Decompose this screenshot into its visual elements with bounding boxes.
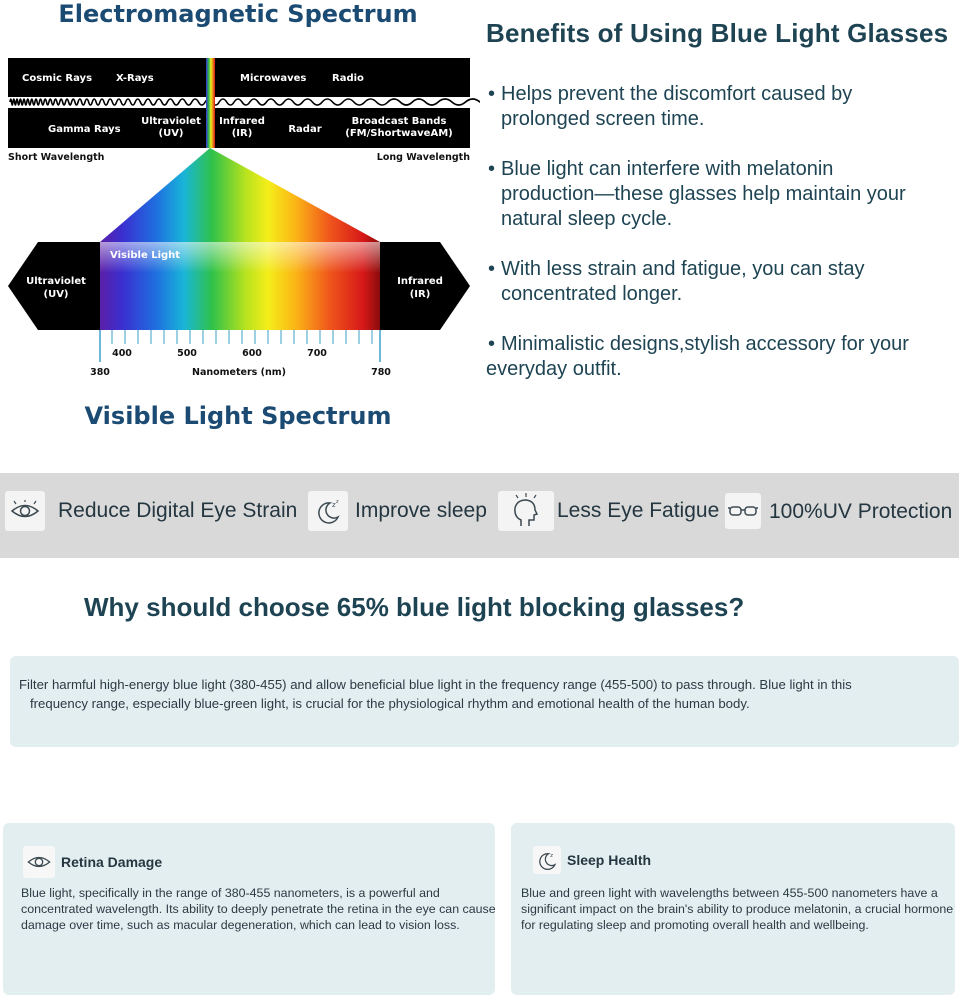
label-uv-arrow: Ultraviolet <box>26 276 86 287</box>
feature-label: Less Eye Fatigue <box>557 499 720 522</box>
wave-line <box>10 99 480 105</box>
minor-ticks <box>112 330 372 344</box>
svg-text:z: z <box>332 501 336 509</box>
feature-reduce-eye-strain <box>5 491 297 531</box>
tick-label-380: 380 <box>90 367 110 378</box>
filter-text-line1: Filter harmful high-energy blue light (380-455) and allow beneficial blue light in the frequency range (455-500) to pass through. Blue light in this <box>19 677 852 692</box>
svg-text:z: z <box>336 499 339 505</box>
tick-label-500: 500 <box>177 348 197 359</box>
benefit-text: everyday outfit. <box>486 358 622 380</box>
spectrum-title: Electromagnetic Spectrum <box>58 0 418 28</box>
card-body: Blue light, specifically in the range of 380-455 nanometers, is a powerful and concentrated wavelength. Its ability to deeply penetrate the retina in the eye can cause damage over time, such as macular degeneration, which can lead to vision loss. <box>21 886 496 932</box>
label-microwaves: Microwaves <box>240 73 307 84</box>
feature-improve-sleep <box>308 491 487 531</box>
why-title: Why should choose 65% blue light blocking glasses? <box>84 592 745 622</box>
tick-label-400: 400 <box>112 348 132 359</box>
benefit-text: Helps prevent the discomfort caused by <box>501 83 853 105</box>
feature-label: 100%UV Protection <box>769 500 953 523</box>
filter-text-line2: frequency range, especially blue-green light, is crucial for the physiological rhythm and emotional health of the human body. <box>30 696 750 711</box>
sleep-health-card <box>511 823 955 995</box>
feature-label: Improve sleep <box>355 499 487 522</box>
card-title: Sleep Health <box>567 852 652 868</box>
label-ir-arrow: Infrared <box>397 276 443 287</box>
label-radio: Radio <box>332 73 364 84</box>
label-uv-top: Ultraviolet <box>141 116 201 127</box>
benefits-title: Benefits of Using Blue Light Glasses <box>486 18 949 48</box>
benefit-text: production—these glasses help maintain your <box>501 183 906 205</box>
label-x-rays: X-Rays <box>116 73 154 84</box>
card-body: Blue and green light with wavelengths between 455-500 nanometers have a significant impact on the brain's ability to produce melatonin, a crucial hormone for regulating sleep and promoting overall health and wellbeing. <box>521 886 954 932</box>
features-band <box>0 473 959 558</box>
label-cosmic-rays: Cosmic Rays <box>22 73 93 84</box>
label-radar: Radar <box>288 124 322 135</box>
benefit-text: Blue light can interfere with melatonin <box>501 158 834 180</box>
tick-label-700: 700 <box>307 348 327 359</box>
benefit-text: With less strain and fatigue, you can stay <box>501 258 865 280</box>
tick-label-780: 780 <box>371 367 391 378</box>
card-header <box>23 846 162 878</box>
feature-less-eye-fatigue <box>498 491 719 531</box>
label-visible-light: Visible Light <box>110 250 181 261</box>
visible-spectrum-subtitle: Visible Light Spectrum <box>84 402 392 430</box>
label-gamma-rays: Gamma Rays <box>48 124 121 135</box>
bullet-icon: • <box>488 83 496 105</box>
feature-uv-protection <box>725 491 952 529</box>
benefit-text: natural sleep cycle. <box>501 208 673 230</box>
label-ir-arrow-abbr: (IR) <box>409 289 431 300</box>
label-uv-top-abbr: (UV) <box>158 128 184 139</box>
axis-label-nanometers: Nanometers (nm) <box>192 367 286 378</box>
visible-beam <box>206 58 215 148</box>
benefit-text: prolonged screen time. <box>501 108 705 130</box>
eye-icon <box>5 491 45 531</box>
head-icon <box>498 491 554 531</box>
card-title: Retina Damage <box>61 854 163 870</box>
label-ir-top: Infrared <box>219 116 265 127</box>
benefit-item <box>486 157 956 232</box>
benefit-text: concentrated longer. <box>501 283 683 305</box>
benefit-item <box>486 332 956 382</box>
label-short-wavelength: Short Wavelength <box>8 152 105 163</box>
tick-label-600: 600 <box>242 348 262 359</box>
label-broadcast-abbr: (FM/ShortwaveAM) <box>345 128 453 139</box>
benefit-item <box>486 82 956 132</box>
moon-icon <box>533 846 561 874</box>
retina-damage-card <box>3 823 495 995</box>
eye-icon <box>23 846 55 878</box>
label-uv-arrow-abbr: (UV) <box>43 289 69 300</box>
moon-icon <box>308 491 348 531</box>
label-long-wavelength: Long Wavelength <box>376 152 470 163</box>
bullet-icon: • <box>488 258 496 280</box>
filter-info-box <box>10 656 959 747</box>
bullet-icon: • <box>488 333 496 355</box>
benefits-list <box>486 82 956 382</box>
benefit-item <box>486 257 956 307</box>
label-broadcast: Broadcast Bands <box>351 116 447 127</box>
benefit-text: Minimalistic designs,stylish accessory for your <box>501 333 909 355</box>
feature-label: Reduce Digital Eye Strain <box>58 499 298 522</box>
card-header <box>533 846 651 874</box>
benefits-section <box>486 18 956 407</box>
light-fan <box>100 148 380 242</box>
bullet-icon: • <box>488 158 496 180</box>
electromagnetic-spectrum-diagram <box>0 0 480 440</box>
glasses-icon <box>725 493 761 529</box>
svg-text:z: z <box>550 852 554 859</box>
label-ir-top-abbr: (IR) <box>231 128 253 139</box>
